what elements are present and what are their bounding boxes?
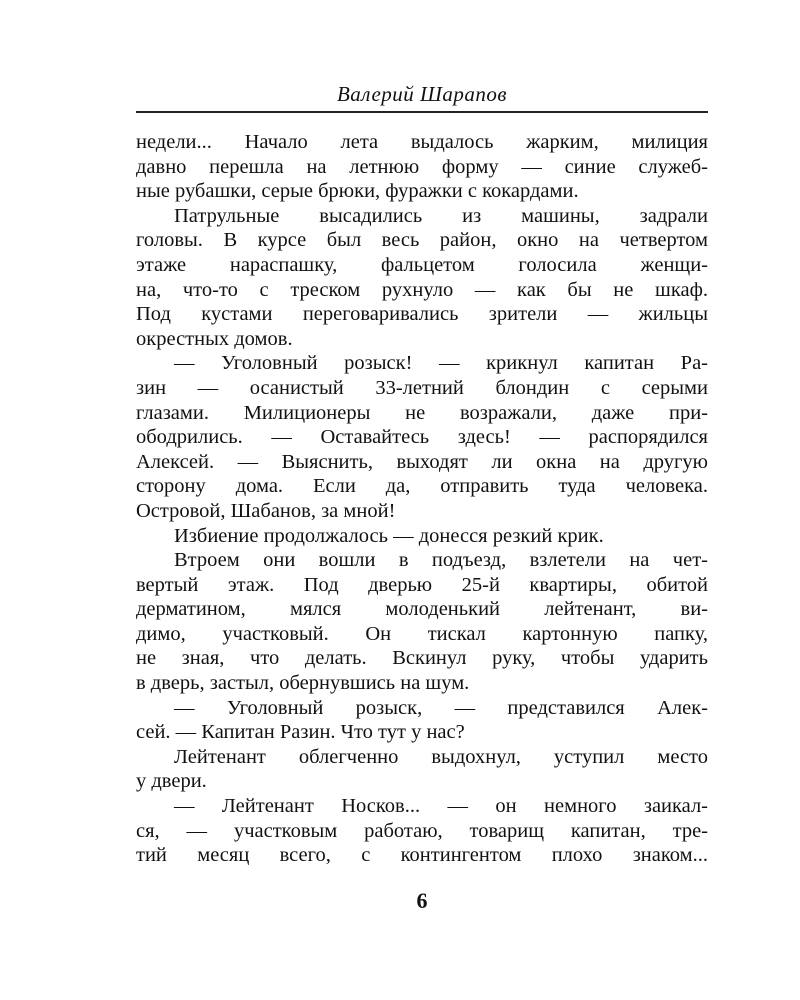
text-line: недели... Начало лета выдалось жарким, милиция — [136, 131, 708, 153]
text-line: не зная, что делать. Вскинул руку, чтобы ударить — [136, 647, 708, 670]
text-line: — Уголовный розыск, — представился Алек- — [174, 696, 708, 719]
text-line: зин — осанистый 33-летний блондин с серыми — [136, 376, 708, 399]
text-line: тий месяц всего, с контингентом плохо знаком... — [136, 844, 708, 867]
body-text — [136, 130, 708, 868]
text-line: на, что-то с треском рухнуло — как бы не шкаф. — [136, 278, 708, 301]
text-line: давно перешла на летнюю форму — синие служеб- — [136, 155, 708, 178]
text-line: этаже нараспашку, фальцетом голосила женщи- — [136, 253, 708, 276]
text-line: Втроем они вошли в подъезд, взлетели на чет- — [174, 549, 708, 572]
text-line: окрестных домов. — [136, 327, 293, 350]
text-line: вертый этаж. Под дверью 25-й квартиры, обитой — [136, 573, 708, 596]
text-line: в дверь, застыл, обернувшись на шум. — [136, 672, 470, 695]
text-line: ободрились. — Оставайтесь здесь! — распорядился — [136, 426, 708, 449]
text-line: Лейтенант облегченно выдохнул, уступил место — [174, 745, 708, 768]
text-line: ся, — участковым работаю, товарищ капитан, тре- — [136, 819, 708, 842]
running-head-author: Валерий Шарапов — [336, 82, 508, 106]
text-line: Патрульные высадились из машины, задрали — [174, 204, 708, 227]
text-line: — Уголовный розыск! — крикнул капитан Ра- — [174, 352, 708, 375]
text-line: глазами. Милиционеры не возражали, даже при- — [136, 401, 708, 424]
text-line: Островой, Шабанов, за мной! — [136, 499, 396, 522]
page-number: 6 — [416, 888, 428, 913]
text-line: дерматином, мялся молоденький лейтенант, ви- — [136, 598, 708, 621]
text-line: сторону дома. Если да, отправить туда человека. — [136, 475, 708, 498]
text-line: сей. — Капитан Разин. Что тут у нас? — [136, 721, 465, 744]
header-rule — [136, 111, 708, 113]
text-line: Алексей. — Выяснить, выходят ли окна на другую — [136, 450, 708, 473]
text-line: — Лейтенант Носков... — он немного заикал- — [174, 795, 708, 818]
text-line: димо, участковый. Он тискал картонную папку, — [136, 622, 708, 645]
text-line: Избиение продолжалось — донесся резкий крик. — [174, 524, 604, 547]
text-line: у двери. — [136, 770, 207, 793]
text-line: Под кустами переговаривались зрители — жильцы — [136, 303, 708, 326]
text-line: головы. В курсе был весь район, окно на четвертом — [136, 229, 708, 252]
text-line: ные рубашки, серые брюки, фуражки с кокардами. — [136, 180, 579, 203]
